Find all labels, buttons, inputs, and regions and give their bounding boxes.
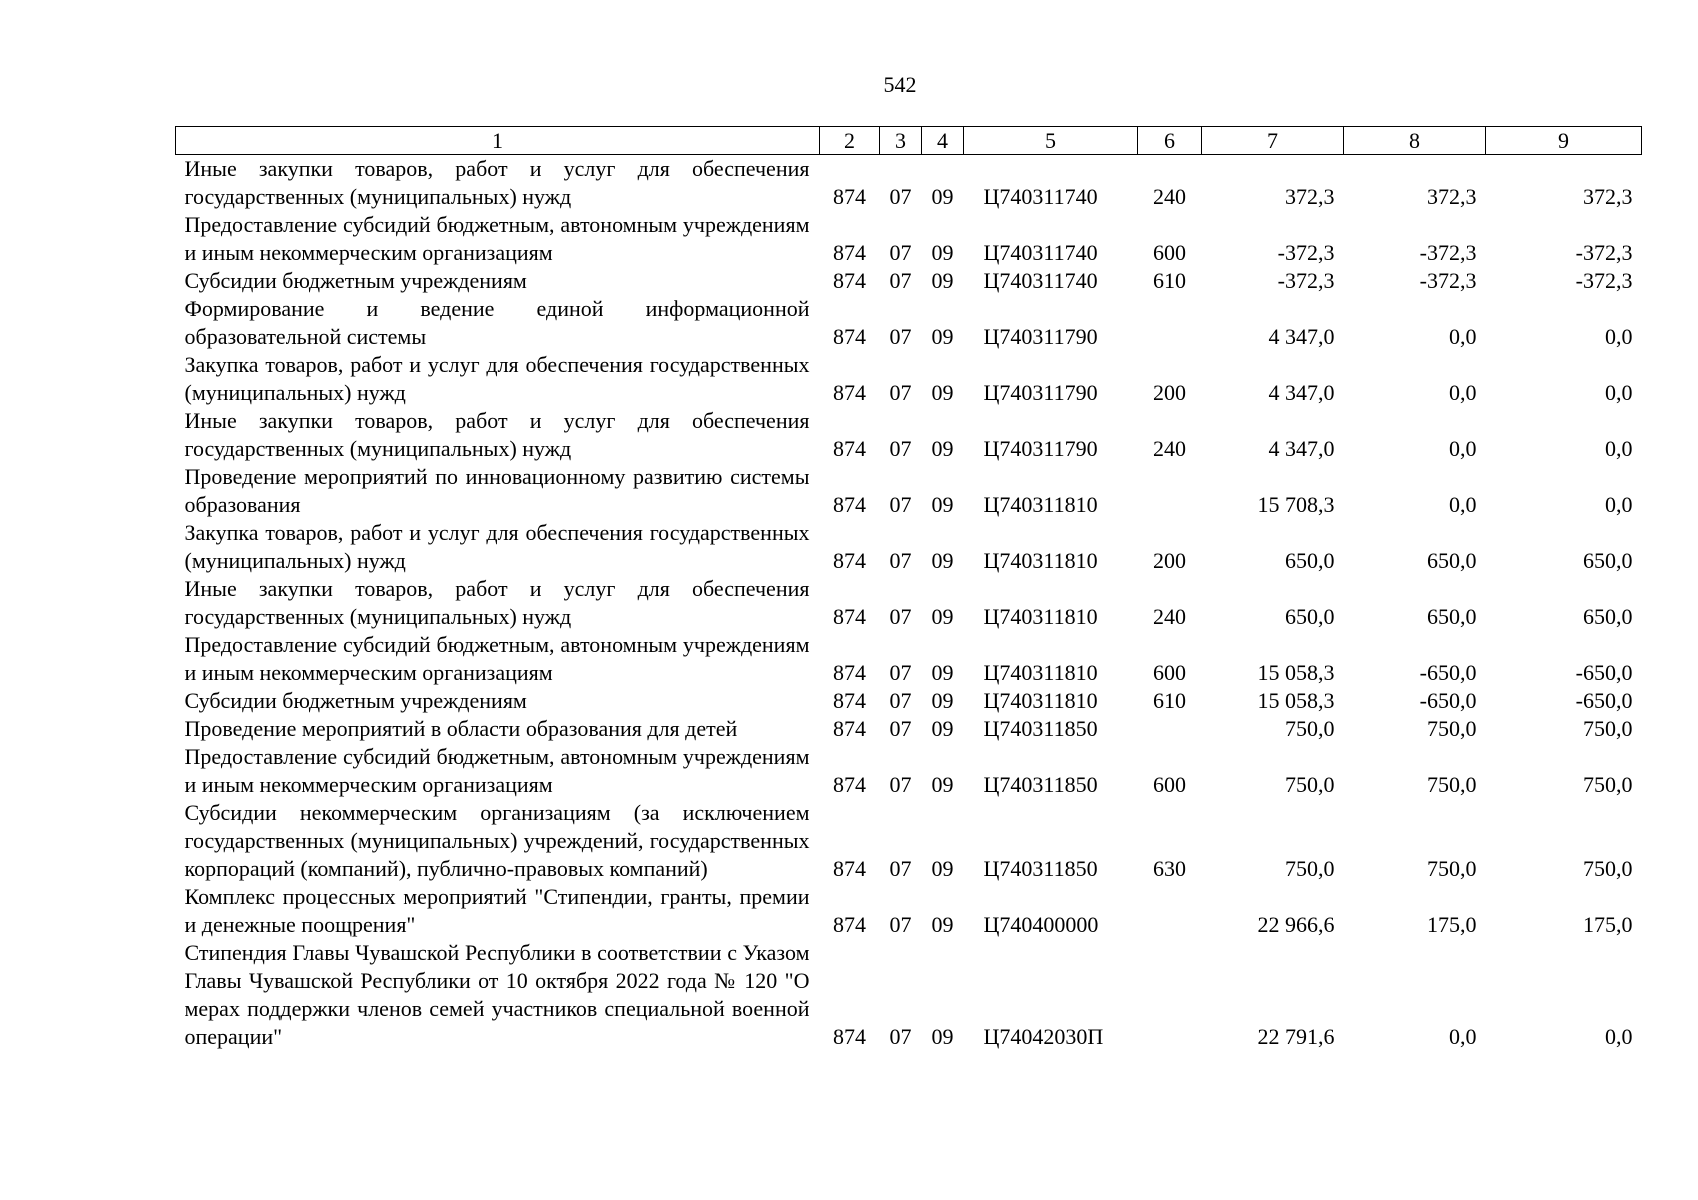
table-row (176, 883, 1642, 939)
row-description: Закупка товаров, работ и услуг для обеспечения государственных (муниципальных) нужд (184, 520, 810, 573)
column-header-8: 8 (1344, 127, 1486, 155)
subsection-code: 09 (931, 492, 954, 517)
row-description: Стипендия Главы Чувашской Республики в соответствии с Указом Главы Чувашской Республики от 10 октября 2022 года № 120 "О мерах поддержки членов семей участников специальной военной операции" (184, 940, 810, 1049)
amount-col-7: 22 966,6 (1257, 912, 1335, 937)
amount-col-9: 650,0 (1583, 548, 1633, 573)
column-header-9: 9 (1486, 127, 1642, 155)
table-row (176, 407, 1642, 463)
subsection-code: 09 (931, 912, 954, 937)
section-code: 07 (889, 492, 912, 517)
table-row (176, 715, 1642, 743)
amount-col-8: 0,0 (1449, 436, 1477, 461)
subsection-code: 09 (931, 548, 954, 573)
target-article-code: Ц740311740 (983, 268, 1098, 293)
amount-col-8: 0,0 (1449, 324, 1477, 349)
amount-col-7: 4 347,0 (1268, 380, 1335, 405)
column-number-header-row (176, 127, 1642, 155)
amount-col-9: 372,3 (1583, 184, 1633, 209)
column-header-3: 3 (880, 127, 922, 155)
table-row (176, 463, 1642, 519)
ministry-code: 874 (833, 772, 866, 797)
table-row (176, 155, 1642, 212)
expense-type-code: 240 (1153, 184, 1186, 209)
amount-col-9: -650,0 (1575, 660, 1633, 685)
amount-col-8: 0,0 (1449, 492, 1477, 517)
expense-type-code (1138, 295, 1202, 351)
budget-table (175, 126, 1642, 1051)
row-description: Проведение мероприятий в области образования для детей (184, 716, 738, 741)
amount-col-9: 750,0 (1583, 856, 1633, 881)
row-description: Предоставление субсидий бюджетным, автономным учреждениям и иным некоммерческим организациям (184, 632, 810, 685)
column-header-6: 6 (1138, 127, 1202, 155)
amount-col-8: -650,0 (1419, 660, 1477, 685)
amount-col-9: 0,0 (1605, 492, 1633, 517)
expense-type-code: 600 (1153, 240, 1186, 265)
section-code: 07 (889, 436, 912, 461)
amount-col-8: 650,0 (1427, 548, 1477, 573)
amount-col-8: 650,0 (1427, 604, 1477, 629)
target-article-code: Ц740311810 (983, 688, 1098, 713)
table-row (176, 295, 1642, 351)
amount-col-8: 750,0 (1427, 856, 1477, 881)
column-header-2: 2 (820, 127, 880, 155)
row-description: Формирование и ведение единой информационной образовательной системы (184, 296, 810, 349)
ministry-code: 874 (833, 604, 866, 629)
subsection-code: 09 (931, 1024, 954, 1049)
target-article-code: Ц74042030П (983, 1024, 1104, 1049)
section-code: 07 (889, 856, 912, 881)
amount-col-7: 15 708,3 (1257, 492, 1335, 517)
subsection-code: 09 (931, 380, 954, 405)
amount-col-7: 372,3 (1285, 184, 1335, 209)
table-row (176, 939, 1642, 1051)
expense-type-code: 630 (1153, 856, 1186, 881)
expense-type-code: 610 (1153, 688, 1186, 713)
amount-col-9: 0,0 (1605, 324, 1633, 349)
amount-col-8: -650,0 (1419, 688, 1477, 713)
subsection-code: 09 (931, 436, 954, 461)
table-row (176, 211, 1642, 267)
section-code: 07 (889, 772, 912, 797)
amount-col-7: 15 058,3 (1257, 688, 1335, 713)
row-description: Закупка товаров, работ и услуг для обеспечения государственных (муниципальных) нужд (184, 352, 810, 405)
subsection-code: 09 (931, 856, 954, 881)
ministry-code: 874 (833, 1024, 866, 1049)
section-code: 07 (889, 688, 912, 713)
amount-col-8: -372,3 (1419, 240, 1477, 265)
expense-type-code: 200 (1153, 548, 1186, 573)
table-row (176, 799, 1642, 883)
ministry-code: 874 (833, 492, 866, 517)
table-row (176, 743, 1642, 799)
expense-type-code: 200 (1153, 380, 1186, 405)
amount-col-7: 650,0 (1285, 548, 1335, 573)
subsection-code: 09 (931, 184, 954, 209)
ministry-code: 874 (833, 688, 866, 713)
amount-col-9: -372,3 (1575, 240, 1633, 265)
table-row (176, 519, 1642, 575)
row-description: Предоставление субсидий бюджетным, автономным учреждениям и иным некоммерческим организациям (184, 212, 810, 265)
amount-col-9: 0,0 (1605, 436, 1633, 461)
section-code: 07 (889, 184, 912, 209)
target-article-code: Ц740311790 (983, 324, 1098, 349)
amount-col-8: 372,3 (1427, 184, 1477, 209)
section-code: 07 (889, 604, 912, 629)
ministry-code: 874 (833, 184, 866, 209)
amount-col-9: 750,0 (1583, 772, 1633, 797)
expense-type-code: 240 (1153, 436, 1186, 461)
subsection-code: 09 (931, 240, 954, 265)
amount-col-8: 750,0 (1427, 772, 1477, 797)
subsection-code: 09 (931, 688, 954, 713)
section-code: 07 (889, 716, 912, 741)
amount-col-7: -372,3 (1277, 268, 1335, 293)
target-article-code: Ц740311740 (983, 240, 1098, 265)
amount-col-7: 4 347,0 (1268, 436, 1335, 461)
row-description: Иные закупки товаров, работ и услуг для обеспечения государственных (муниципальных) нужд (184, 156, 810, 209)
subsection-code: 09 (931, 660, 954, 685)
amount-col-8: 0,0 (1449, 380, 1477, 405)
target-article-code: Ц740311810 (983, 660, 1098, 685)
ministry-code: 874 (833, 380, 866, 405)
ministry-code: 874 (833, 240, 866, 265)
row-description: Иные закупки товаров, работ и услуг для обеспечения государственных (муниципальных) нужд (184, 408, 810, 461)
amount-col-7: 22 791,6 (1257, 1024, 1335, 1049)
amount-col-9: 0,0 (1605, 380, 1633, 405)
amount-col-8: -372,3 (1419, 268, 1477, 293)
expense-type-code (1138, 883, 1202, 939)
table-row (176, 575, 1642, 631)
ministry-code: 874 (833, 660, 866, 685)
amount-col-7: 750,0 (1285, 772, 1335, 797)
section-code: 07 (889, 912, 912, 937)
amount-col-8: 0,0 (1449, 1024, 1477, 1049)
ministry-code: 874 (833, 548, 866, 573)
target-article-code: Ц740311810 (983, 548, 1098, 573)
expense-type-code (1138, 463, 1202, 519)
expense-type-code: 240 (1153, 604, 1186, 629)
amount-col-7: 750,0 (1285, 856, 1335, 881)
amount-col-7: -372,3 (1277, 240, 1335, 265)
section-code: 07 (889, 240, 912, 265)
column-header-7: 7 (1202, 127, 1344, 155)
subsection-code: 09 (931, 772, 954, 797)
amount-col-8: 750,0 (1427, 716, 1477, 741)
row-description: Субсидии некоммерческим организациям (за исключением государственных (муниципальных) учреждений, государственных корпораций (компаний), публично-правовых компаний) (184, 800, 810, 881)
ministry-code: 874 (833, 324, 866, 349)
expense-type-code (1138, 939, 1202, 1051)
expense-type-code: 600 (1153, 660, 1186, 685)
row-description: Предоставление субсидий бюджетным, автономным учреждениям и иным некоммерческим организациям (184, 744, 810, 797)
expense-type-code (1138, 715, 1202, 743)
target-article-code: Ц740400000 (983, 912, 1099, 937)
amount-col-7: 750,0 (1285, 716, 1335, 741)
subsection-code: 09 (931, 268, 954, 293)
table-row (176, 267, 1642, 295)
row-description: Комплекс процессных мероприятий "Стипендии, гранты, премии и денежные поощрения" (184, 884, 810, 937)
expense-type-code: 610 (1153, 268, 1186, 293)
target-article-code: Ц740311850 (983, 716, 1098, 741)
section-code: 07 (889, 1024, 912, 1049)
target-article-code: Ц740311790 (983, 436, 1098, 461)
target-article-code: Ц740311810 (983, 492, 1098, 517)
table-row (176, 631, 1642, 687)
target-article-code: Ц740311850 (983, 856, 1098, 881)
table-row (176, 351, 1642, 407)
target-article-code: Ц740311810 (983, 604, 1098, 629)
row-description: Проведение мероприятий по инновационному развитию системы образования (184, 464, 810, 517)
amount-col-9: -372,3 (1575, 268, 1633, 293)
section-code: 07 (889, 660, 912, 685)
amount-col-7: 650,0 (1285, 604, 1335, 629)
section-code: 07 (889, 324, 912, 349)
ministry-code: 874 (833, 268, 866, 293)
ministry-code: 874 (833, 856, 866, 881)
row-description: Иные закупки товаров, работ и услуг для обеспечения государственных (муниципальных) нужд (184, 576, 810, 629)
column-header-5: 5 (964, 127, 1138, 155)
amount-col-9: 175,0 (1583, 912, 1633, 937)
amount-col-7: 4 347,0 (1268, 324, 1335, 349)
ministry-code: 874 (833, 912, 866, 937)
row-description: Субсидии бюджетным учреждениям (184, 268, 527, 293)
target-article-code: Ц740311850 (983, 772, 1098, 797)
subsection-code: 09 (931, 604, 954, 629)
amount-col-8: 175,0 (1427, 912, 1477, 937)
section-code: 07 (889, 268, 912, 293)
table-body (176, 155, 1642, 1052)
column-header-1: 1 (176, 127, 820, 155)
target-article-code: Ц740311740 (983, 184, 1098, 209)
section-code: 07 (889, 548, 912, 573)
amount-col-9: -650,0 (1575, 688, 1633, 713)
subsection-code: 09 (931, 324, 954, 349)
column-header-4: 4 (922, 127, 964, 155)
section-code: 07 (889, 380, 912, 405)
amount-col-9: 0,0 (1605, 1024, 1633, 1049)
row-description: Субсидии бюджетным учреждениям (184, 688, 527, 713)
expense-type-code: 600 (1153, 772, 1186, 797)
amount-col-9: 650,0 (1583, 604, 1633, 629)
subsection-code: 09 (931, 716, 954, 741)
ministry-code: 874 (833, 436, 866, 461)
ministry-code: 874 (833, 716, 866, 741)
table-row (176, 687, 1642, 715)
page-number: 542 (883, 72, 917, 97)
target-article-code: Ц740311790 (983, 380, 1098, 405)
amount-col-7: 15 058,3 (1257, 660, 1335, 685)
amount-col-9: 750,0 (1583, 716, 1633, 741)
